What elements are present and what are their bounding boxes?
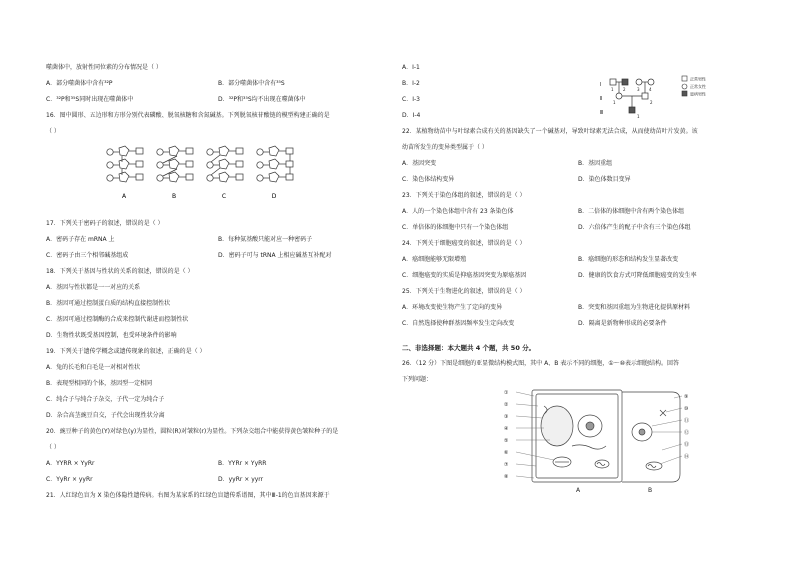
q17-option-b: B．每种氨基酸只能对应一种密码子 [218, 236, 313, 243]
q23-option-b: B．二倍体的体细胞中含有两个染色体组 [578, 208, 685, 215]
model-label-c: C [221, 193, 227, 200]
q17-option-a: A．密码子存在 mRNA 上 [46, 236, 115, 243]
q23-option-d: D．六倍体产生的配子中含有三个染色体组 [578, 224, 691, 231]
q16-stem: 16．图中圆形、五边形和方形分别代表磷酸、脱氧核糖和含氮碱基。下列脱氧核苷酸链的模型构建正确的是 [46, 112, 330, 119]
q26-stem: 26．（12 分）下图是细胞的亚显微结构模式图，其中 A、B 表示不同的细胞，①～⑩表示细胞结构。回答 [402, 360, 679, 367]
q25-option-b: B．突变和基因重组为生物进化提供原材料 [578, 304, 691, 311]
cell-label-7: ⑦ [504, 462, 509, 468]
cell-label-6: ⑥ [504, 450, 509, 456]
q23-option-a: A．人的一个染色体组中含有 23 条染色体 [402, 208, 514, 215]
pedigree-i3 [636, 79, 642, 85]
cell-label-4: ④ [504, 426, 509, 432]
model-label-b: B [171, 193, 177, 200]
q18-option-d: D．生物性状既受基因控制，也受环境条件的影响 [46, 332, 177, 339]
cell-diagram [502, 386, 692, 498]
q26-stem-2: 下列问题： [402, 376, 433, 383]
gen-label-2: Ⅱ [600, 96, 603, 102]
q18-stem: 18．下列关于基因与性状的关系的叙述，错误的是（ ） [46, 268, 194, 275]
ped-num-i2: 2 [623, 87, 626, 92]
q20-option-c: C．YyRr × yyRr [46, 476, 93, 483]
model-label-a: A [121, 193, 127, 200]
q15-option-a: A．部分噬菌体中含有³²P [46, 80, 113, 87]
q22-option-b: B．基因重组 [578, 160, 613, 167]
legend-normal-female: 正常女性 [690, 84, 706, 89]
ped-num-ii1: 1 [613, 100, 616, 105]
ped-num-ii2: 2 [650, 100, 653, 105]
q18-option-a: A．基因与性状都是一一对应的关系 [46, 284, 141, 291]
cell-b-membrane [622, 392, 680, 482]
q22-option-d: D．染色体数目变异 [578, 176, 631, 183]
pedigree-ii1 [616, 93, 622, 99]
q24-option-a: A．癌细胞能够无限增殖 [402, 256, 467, 263]
pedigree-i1 [610, 79, 616, 85]
model-d [257, 146, 293, 182]
model-c [207, 146, 243, 182]
ped-num-i4: 4 [649, 87, 652, 92]
ped-num-i3: 3 [637, 87, 640, 92]
q22-stem-2: 幼苗所发生的变异类型属于（ ） [402, 144, 488, 151]
q24-option-c: C．细胞癌变的实质是抑癌基因突变为原癌基因 [402, 272, 527, 279]
legend-normal-male: 正常男性 [690, 76, 706, 82]
q21-stem: 21．人红绿色盲为 X 染色体隐性遗传病。右图为某家系的红绿色盲遗传系谱图，其中Ⅲ-1的色盲基因来源于 [46, 492, 330, 499]
q16-paren: （ ） [46, 128, 60, 135]
legend-affected-male: 患病男性 [690, 91, 706, 97]
q20-stem: 20．豌豆种子的黄色(Y)对绿色(y)为显性，圆粒(R)对皱粒(r)为显性。下列杂交组合中能获得黄色皱粒种子的是 [46, 428, 339, 435]
q21-option-d: D．Ⅰ-4 [402, 112, 421, 119]
cell-label-9: ⑨ [684, 394, 689, 400]
q23-option-c: C．单倍体的体细胞中只有一个染色体组 [402, 224, 509, 231]
q15-option-d: D．³²P和³⁵S均不出现在噬菌体中 [218, 96, 306, 103]
cell-label-10: ⑩ [684, 406, 689, 412]
gen-label-3: Ⅲ [600, 110, 604, 116]
q21-option-a: A．Ⅰ-1 [402, 64, 420, 71]
q17-option-d: D．密码子可与 tRNA 上相应碱基互补配对 [218, 252, 332, 259]
model-label-d: D [271, 193, 277, 200]
q19-option-c: C．纯合子与纯合子杂交，子代一定为纯合子 [46, 396, 165, 403]
gen-label-1: Ⅰ [600, 82, 602, 88]
pedigree-figure [598, 72, 768, 122]
q25-option-a: A．环境改变使生物产生了定向的变异 [402, 304, 503, 311]
q19-option-d: D．杂合高茎豌豆自交，子代会出现性状分离 [46, 412, 165, 419]
q17-stem: 17．下列关于密码子的叙述，错误的是（ ） [46, 220, 164, 227]
q22-option-a: A．基因突变 [402, 160, 437, 167]
pedigree-i4 [648, 79, 654, 85]
q21-option-b: B．Ⅰ-2 [402, 80, 420, 87]
q19-option-b: B．表现型相同的个体，基因型一定相同 [46, 380, 153, 387]
q22-option-c: C．染色体结构变异 [402, 176, 455, 183]
q22-stem: 22．某植物幼苗中与叶绿素合成有关的基因缺失了一个碱基对，导致叶绿素无法合成，从而使幼苗叶片发黄。该 [402, 128, 698, 135]
section-2-heading: 二、非选择题：本大题共 4 个题，共 50 分。 [402, 344, 536, 352]
model-a [107, 146, 143, 182]
q19-stem: 19．下列关于遗传学概念或遗传现象的叙述，正确的是（ ） [46, 348, 206, 355]
cell-label-1: ① [504, 390, 509, 396]
cell-label-3: ③ [504, 414, 509, 420]
q20-option-d: D．yyRr × yyrr [218, 476, 264, 483]
cell-label-12: ⑫ [684, 430, 690, 436]
q23-stem: 23．下列关于染色体组的叙述，错误的是（ ） [402, 192, 526, 199]
cell-label-5: ⑤ [504, 438, 509, 444]
q25-stem: 25．下列关于生物进化的叙述，错误的是（ ） [402, 288, 526, 295]
cell-label-2: ② [504, 402, 509, 408]
cell-a-label: A [576, 487, 581, 494]
pedigree-ii2 [642, 93, 648, 99]
q17-option-c: C．密码子由三个相邻碱基组成 [46, 252, 129, 259]
q18-option-c: C．基因可通过控制酶的合成来控制代谢进而控制性状 [46, 316, 189, 323]
pedigree-i2 [622, 79, 628, 85]
q21-option-c: C．Ⅰ-3 [402, 96, 420, 103]
ped-num-iii1: 1 [637, 114, 640, 119]
q20-option-a: A．YYRR × YyRr [46, 460, 95, 467]
cell-label-13: ⑬ [684, 442, 690, 448]
q15-option-c: C．³²P和³⁵S同时出现在噬菌体中 [46, 96, 134, 103]
q15-tail: 噬菌体中，放射性同位素的分布情况是（ ） [46, 64, 162, 71]
cell-label-8: ⑧ [504, 474, 509, 480]
q20-option-b: B．YYRr × YyRR [218, 460, 267, 467]
model-b [157, 146, 193, 182]
q25-option-c: C．自然选择使种群基因频率发生定向改变 [402, 320, 515, 327]
q25-option-d: D．隔离是新物种形成的必要条件 [578, 320, 667, 327]
cell-b-label: B [648, 487, 653, 494]
cell-label-11: ⑪ [684, 418, 690, 424]
q15-option-b: B．部分噬菌体中含有³⁵S [218, 80, 285, 87]
q24-option-b: B．癌细胞的形态和结构发生显著改变 [578, 256, 679, 263]
q18-option-b: B．基因可通过控制蛋白质的结构直接控制性状 [46, 300, 171, 307]
q20-paren: （ ） [46, 444, 60, 451]
q24-option-d: D．健康的饮食方式可降低细胞癌变的发生率 [578, 272, 697, 279]
nucleotide-models-figure [104, 142, 304, 208]
pedigree-iii1 [629, 107, 635, 113]
q19-option-a: A．兔的长毛和白毛是一对相对性状 [46, 364, 141, 371]
cell-label-14: ⑭ [684, 454, 690, 460]
ped-num-i1: 1 [611, 87, 614, 92]
q24-stem: 24．下列关于细胞癌变的叙述，错误的是（ ） [402, 240, 526, 247]
